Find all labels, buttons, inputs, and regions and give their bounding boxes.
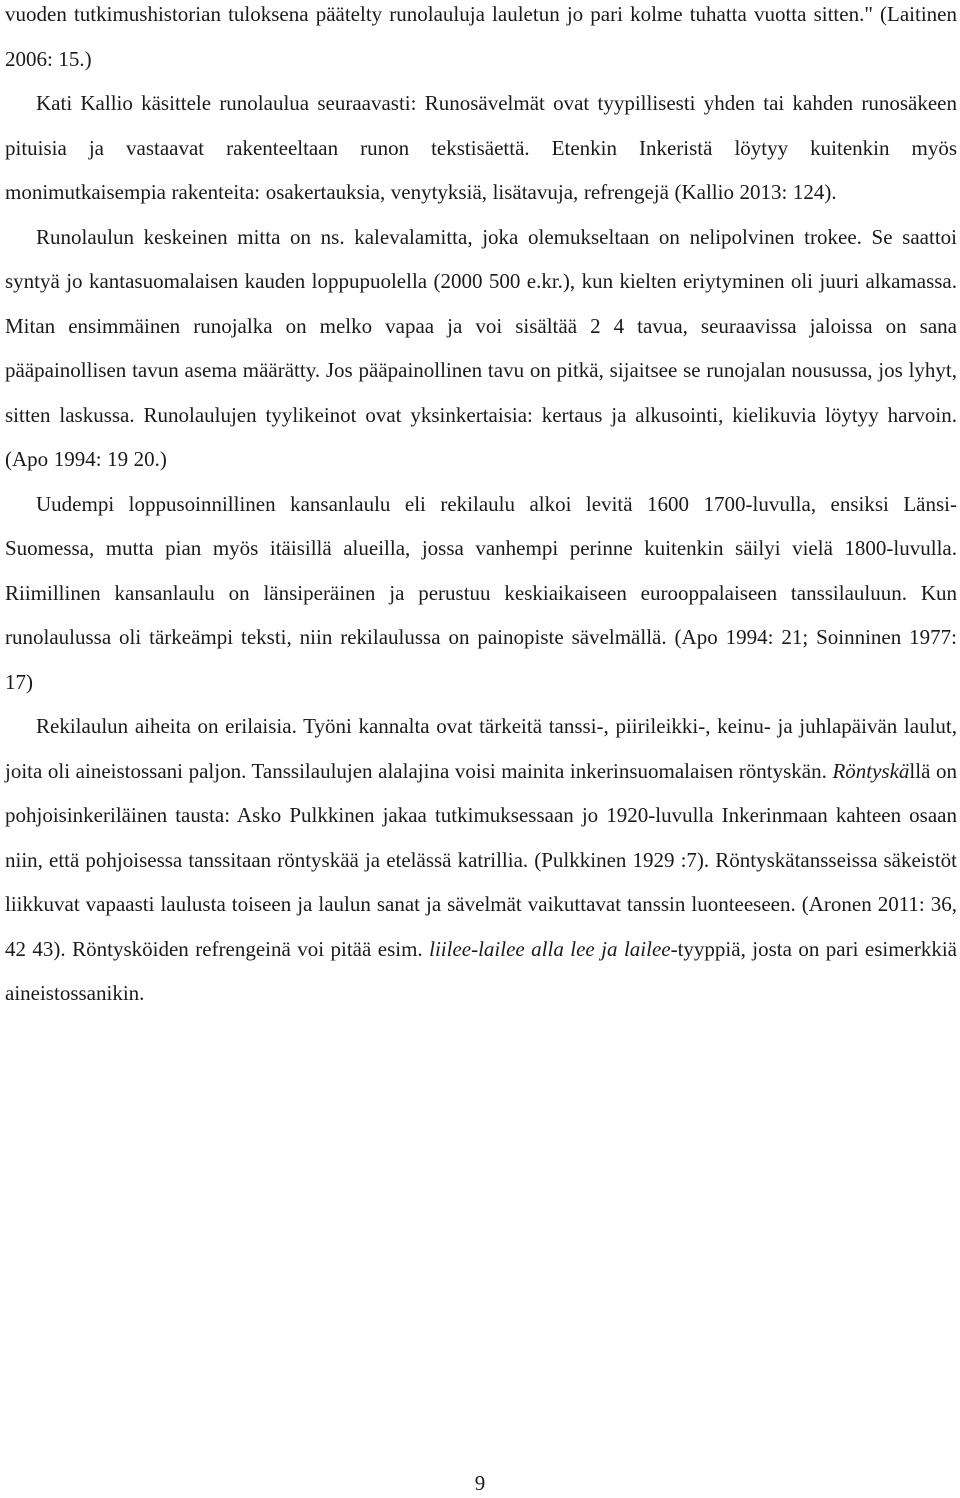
document-page	[5, 0, 957, 1016]
paragraph-continuation: vuoden tutkimushistorian tuloksena päätelty runolauluja lauletun jo pari kolme tuhatta vuotta sitten." (Laitinen 2006: 15.)	[5, 2, 957, 71]
text-segment: llä on pohjoisinkeriläinen tausta: Asko Pulkkinen jakaa tutkimuksessaan jo 1920-luvulla Inkerinmaan kahteen osaan niin, että pohjoisessa tanssitaan röntyskää ja etelässä katrillia. (Pulkkinen 1929 :7). Röntyskätansseissa säkeistöt liikkuvat vapaasti laulusta toiseen ja laulun sanat ja sävelmät vaikuttavat tanssin luonteeseen. (Aronen 2011: 36, 42 43). Röntysköiden refrengeinä voi pitää esim.	[5, 758, 958, 961]
italic-refrain: liilee-lailee alla lee ja lailee	[429, 936, 671, 961]
paragraph-rekilaulu: Uudempi loppusoinnillinen kansanlaulu eli rekilaulu alkoi levitä 1600 1700-luvulla, ensiksi Länsi-Suomessa, mutta pian myös itäisillä alueilla, jossa vanhempi perinne kuitenkin säilyi vielä 1800-luvulla. Riimillinen kansanlaulu on länsiperäinen ja perustuu keskiaikaiseen eurooppalaiseen tanssilauluun. Kun runolaulussa oli tärkeämpi teksti, niin rekilaulussa on painopiste sävelmällä. (Apo 1994: 21; Soinninen 1977: 17)	[5, 491, 957, 694]
italic-term: Röntyskä	[832, 758, 910, 783]
page-number: 9	[474, 1471, 486, 1495]
paragraph-kalevalamitta: Runolaulun keskeinen mitta on ns. kalevalamitta, joka olemukseltaan on nelipolvinen trokee. Se saattoi syntyä jo kantasuomalaisen kauden loppupuolella (2000 500 e.kr.), kun kielten eriytyminen oli juuri alkamassa. Mitan ensimmäinen runojalka on melko vapaa ja voi sisältää 2 4 tavua, seuraavissa jaloissa on sana pääpainollisen tavun asema määrätty. Jos pääpainollinen tavu on pitkä, sijaitsee se runojalan nousussa, jos lyhyt, sitten laskussa. Runolaulujen tyylikeinot ovat yksinkertaisia: kertaus ja alkusointi, kielikuvia löytyy harvoin. (Apo 1994: 19 20.)	[5, 224, 957, 471]
text-segment: Rekilaulun aiheita on erilaisia. Työni kannalta ovat tärkeitä tanssi-, piirileikki-, keinu- ja juhlapäivän laulut, joita oli aineistossani paljon. Tanssilaulujen alalajina voisi mainita inkerinsuomalaisen röntyskän.	[5, 714, 957, 783]
paragraph-kallio: Kati Kallio käsittele runolaulua seuraavasti: Runosävelmät ovat tyypillisesti yhden tai kahden runosäkeen pituisia ja vastaavat rakenteeltaan runon tekstisäettä. Etenkin Inkeristä löytyy kuitenkin myös monimutkaisempia rakenteita: osakertauksia, venytyksiä, lisätavuja, refrengejä (Kallio 2013: 124).	[5, 91, 957, 204]
paragraph-rontyska	[5, 704, 957, 1016]
text-segment: -tyyppiä, josta on pari esimerkkiä aineistossanikin.	[5, 936, 958, 1005]
